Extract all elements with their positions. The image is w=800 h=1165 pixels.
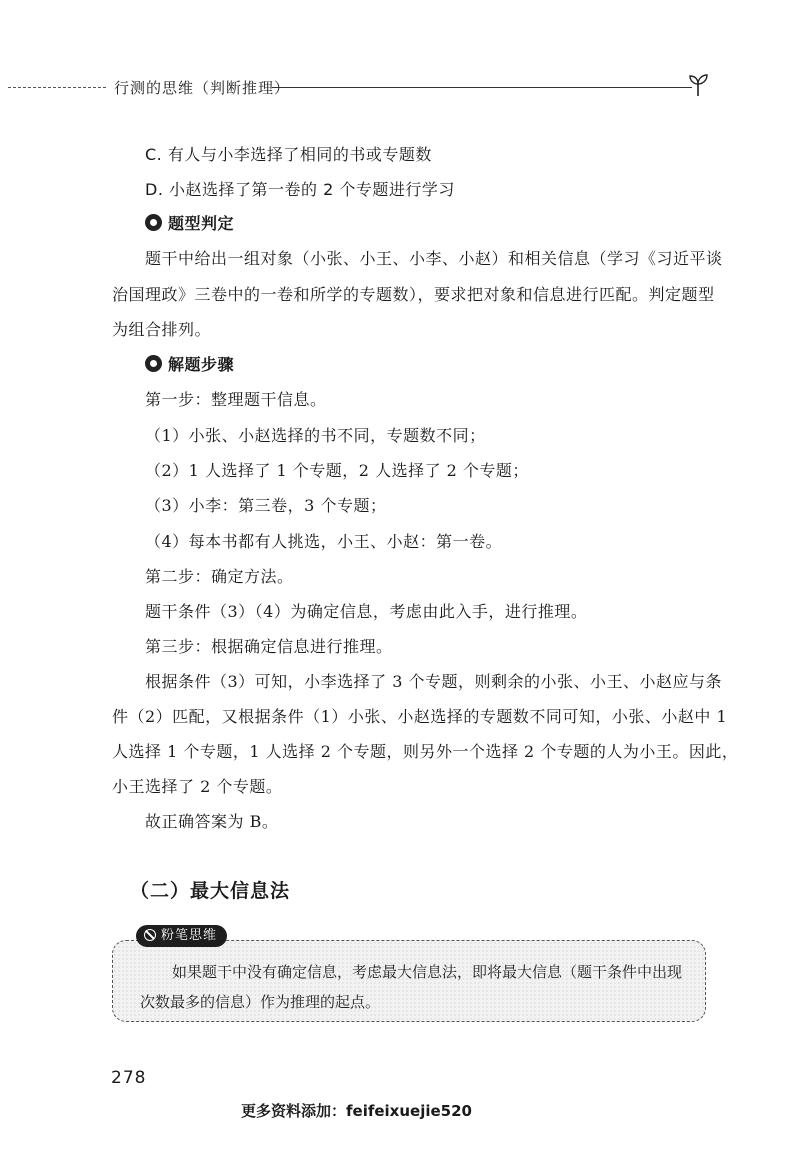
reasoning-line: 小王选择了 2 个专题。 <box>112 777 283 796</box>
reasoning-line: 人选择 1 个专题，1 人选择 2 个专题，则另外一个选择 2 个专题的人为小王。因此， <box>112 742 739 761</box>
step-line: 题干条件（3）（4）为确定信息，考虑由此入手，进行推理。 <box>145 602 588 621</box>
tip-label-text: 粉笔思维 <box>161 928 218 943</box>
sprout-icon <box>686 72 712 98</box>
step-line: 第三步：根据确定信息进行推理。 <box>145 637 393 656</box>
step-line: （3）小李：第三卷，3 个专题； <box>145 496 387 515</box>
header-dashed-rule <box>8 87 106 88</box>
gear-flower-icon <box>145 214 162 231</box>
step-line: 第一步：整理题干信息。 <box>145 390 327 409</box>
subheading: （二）最大信息法 <box>130 880 291 902</box>
section-type-line: 为组合排列。 <box>112 320 212 339</box>
step-line: （4）每本书都有人挑选，小王、小赵：第一卷。 <box>145 532 503 551</box>
section-steps-title: 解题步骤 <box>168 355 235 374</box>
reasoning-line: 件（2）匹配，又根据条件（1）小张、小赵选择的专题数不同可知，小张、小赵中 1 <box>112 707 728 726</box>
page-number: 278 <box>111 1068 147 1088</box>
step-line: （1）小张、小赵选择的书不同，专题数不同； <box>145 426 486 445</box>
answer-line: 故正确答案为 B。 <box>145 812 279 831</box>
option-c: C. 有人与小李选择了相同的书或专题数 <box>145 145 432 164</box>
header-title: 行测的思维（判断推理） <box>114 79 291 97</box>
running-header <box>0 72 800 102</box>
tip-line: 次数最多的信息）作为推理的起点。 <box>140 993 381 1011</box>
step-line: （2）1 人选择了 1 个专题，2 人选择了 2 个专题； <box>145 461 529 480</box>
section-type-title: 题型判定 <box>168 214 235 233</box>
section-type-line: 治国理政》三卷中的一卷和所学的专题数），要求把对象和信息进行匹配。判定题型 <box>112 285 715 304</box>
pencil-circle-icon <box>145 355 162 372</box>
reasoning-line: 根据条件（3）可知，小李选择了 3 个专题，则剩余的小张、小王、小赵应与条 <box>145 672 723 691</box>
step-line: 第二步：确定方法。 <box>145 567 294 586</box>
footer-note: 更多资料添加：feifeixuejie520 <box>241 1102 472 1120</box>
ban-icon <box>144 929 156 941</box>
header-rule <box>272 87 692 88</box>
tip-label <box>136 925 227 947</box>
section-type-heading <box>145 211 234 234</box>
tip-line: 如果题干中没有确定信息，考虑最大信息法，即将最大信息（题干条件中出现 <box>172 963 683 981</box>
section-steps-heading <box>145 352 234 375</box>
option-d: D. 小赵选择了第一卷的 2 个专题进行学习 <box>145 180 455 199</box>
section-type-line: 题干中给出一组对象（小张、小王、小李、小赵）和相关信息（学习《习近平谈 <box>145 249 723 268</box>
